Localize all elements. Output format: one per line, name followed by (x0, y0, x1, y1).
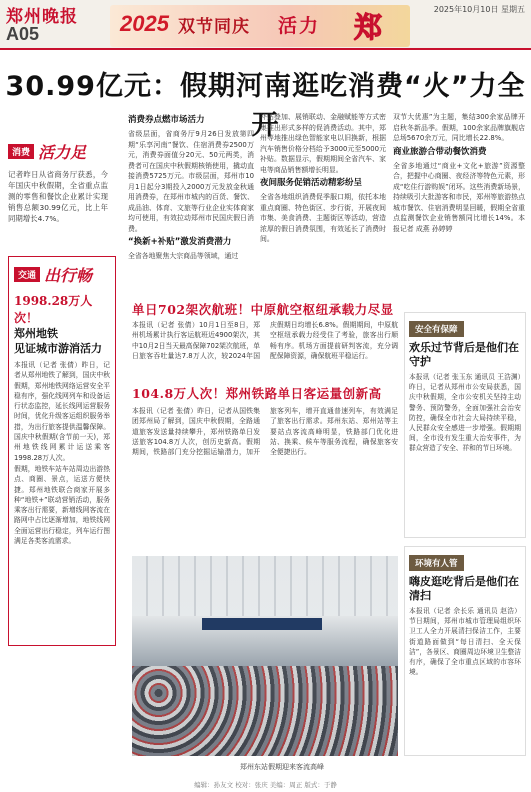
column-3-paragraph-1: 双节大优惠”为主题，集结300余家品牌开启秋冬新品季。假期，100余家品牌旗舰店总场5670余万元，同比增长22.8%。 (393, 113, 525, 142)
traffic-section-label (14, 263, 110, 286)
photo-crowd (132, 666, 398, 756)
column-3-heading: 商业旅游合带动餐饮消费 (393, 146, 487, 157)
article-column-3 (393, 112, 525, 292)
rail-body: 本报讯（记者 张倩）昨日，记者从国铁集团郑州局了解到，国庆中秋假期，全路通道旅客发送量持续攀升，郑州铁路单日发送旅客104.8万人次，创历史新高。假期期间，铁路部门充分挖掘运输潜力，加开旅客列车，增开直通普速列车，有效满足了旅客出行需求。郑州东站、郑州站等主要站点客流高峰明显，铁路部门优化进站、换乘、候车等服务流程，确保旅客安全便捷出行。 (132, 407, 398, 457)
page-headline: 30.99亿元：假期河南逛吃消费“火”力全开 (5, 71, 526, 141)
column-2-paragraph-2: 全省各地组织消费促季服口期，依托本地重点商圈、特色街区、步行街，开展夜间市集、美食消费、主题街区等活动，营造浓厚的假日消费氛围，有效延长了消费时间。 (260, 193, 386, 243)
banner-slogan: 双节同庆 (178, 17, 250, 37)
holiday-banner (110, 5, 410, 47)
column-1-paragraph-1: 省级层面，省商务厅9月26日发放第四期“乐享河南”餐饮、住宿消费券2500万元，消费券面值分20元、50元两类，消费者可在国庆中秋假期核销使用，撬动直接消费5725万元。市级层面，郑州市10月1日起分3期投入2000万元发放金秋通用消费券，在郑州市城内的百货、餐饮、成品油、体育、文旅等行业企业实体商家均可使用，有效拉动郑州市民国庆假日消费。 (128, 130, 254, 233)
consumption-tag: 消费 (8, 144, 34, 159)
consumption-lead: 记者昨日从省商务厅获悉，今年国庆中秋假期，全省重点监测的零售和餐饮企业累计实现销售总额30.99亿元，比上年同期增长4.7%。 (8, 170, 108, 223)
photo-ceiling (132, 556, 398, 616)
safety-body: 本报讯（记者 张玉东 通讯员 王浩渊）昨日，记者从郑州市公安局获悉，国庆中秋假期，全市公安机关坚持主动警务、预防警务，全面加强社会治安防控，确保全市社会大局持续平稳，人民群众安全感进一步增强。假期期间，全市没有发生重大治安事件，为群众营造了安全、祥和的节日环境。 (409, 373, 521, 453)
masthead (0, 0, 531, 50)
photo-sign (202, 618, 322, 630)
column-1-heading-1: 消费券点燃市场活力 (128, 115, 205, 125)
banner-slogan-2: 活力 (278, 15, 321, 37)
traffic-subtitle-2: 见证城市游消活力 (14, 342, 102, 355)
page-code: A05 (6, 24, 40, 44)
column-1-heading-2: “换新+补贴”激发消费潜力 (128, 237, 232, 247)
column-1-paragraph-2: 全省各地聚焦大宗商品等领域，通过 (128, 252, 239, 260)
safety-headline: 欢乐过节背后是他们在守护 (409, 341, 519, 368)
airport-body: 本报讯（记者 张倩）10月1日至8日，郑州机场累计执行客运航班近4900架次，其中10月2日当天最高保障702架次航班，单日旅客吞吐量达7.8万人次，较2024年国庆假期日均增长6.8%。假期期间，中原航空枢纽承载力经受住了考验，旅客出行顺畅有序。机场方面提前研判客流，充分调配保障资源，确保航班平稳运行。 (132, 321, 398, 360)
environment-body: 本报讯（记者 佘长乐 通讯员 赵浩）节日期间，郑州市城市管理局组织环卫工人全力开展清扫保洁工作，主要街道路面做到“每日清扫、全天保洁”，各景区、商圈周边环境卫生整洁有序，确保了全市重点区域的市容环境。 (409, 607, 521, 677)
station-photo (132, 556, 398, 756)
safety-box (404, 312, 526, 538)
traffic-subtitle-1: 郑州地铁 (14, 327, 58, 340)
traffic-paragraph-2: 假期，地铁车站车站周边出游热点、商圈、景点，运送方便快捷。郑州地铁联合商家开展多种“地铁+”联动营销活动，服务乘客出行需要，新增线网客流在路网中占比逐渐增加，地铁线网全面运营出行稳定，列车运行图满足各类客流需求。 (14, 464, 110, 546)
environment-box (404, 546, 526, 756)
column-2-heading: 夜间服务促销活动精彩纷呈 (260, 178, 363, 188)
page-footer: 编辑：孙友文 校对：张庆 美编：周正 版式：于静 (194, 781, 337, 789)
traffic-kicker: 1998.28万人次！ (14, 294, 93, 325)
article-column-2 (260, 112, 386, 272)
column-3-paragraph-2: 全省多地通过“商业+文化+旅游”资源整合，把握中心商圈、夜经济等特色元素，形成“吃住行游购娱”闭环。这些消费新场景，持续吸引大批游客和市民，郑州等旅游热点城市餐饮、住宿消费明显回暖，假期全省重点监测餐饮企业销售额同比增长14%。本报记者 成燕 孙婷婷 (393, 161, 525, 233)
environment-label: 环境有人管 (409, 555, 464, 571)
traffic-paragraph-1: 本报讯（记者 张倩）昨日，记者从郑州地铁了解到，国庆中秋假期，郑州地铁网络运营安全平稳有序，强化线网列车和设备运行状态监控，延长线网运营服务时间，优化升级客运组织服务举措，为出行旅客提供温馨保障。国庆中秋假期(含节前一天)，郑州地铁线网累计运送乘客1998.28万人次。 (14, 361, 110, 462)
consumption-title: 活力足 (38, 143, 87, 162)
airport-headline: 单日702架次航班！中原航空枢纽承载力尽显 (132, 302, 394, 317)
safety-label: 安全有保障 (409, 321, 464, 337)
traffic-tag: 交通 (14, 267, 40, 282)
article-column-1 (128, 112, 254, 272)
consumption-section-label (8, 140, 108, 163)
rail-headline: 104.8万人次！郑州铁路单日客运量创新高 (132, 386, 382, 401)
dateline: 2025年10月10日 星期五 (433, 5, 525, 14)
environment-headline: 嗨皮逛吃背后是他们在清扫 (409, 575, 519, 602)
banner-year: 2025 (120, 11, 169, 36)
consumption-intro (8, 140, 108, 224)
traffic-box (8, 256, 116, 646)
photo-caption: 郑州东站假期迎来客流高峰 (240, 763, 324, 771)
traffic-title: 出行畅 (44, 266, 93, 285)
column-2-paragraph-1: 补贴叠加、展销联动、金融赋能等方式密集推出形式多样的促消费活动。其中，郑州等地推出绿色智能家电以旧换新，根据汽车销售价格分档给予3000元至5000元补贴。数据显示，假期期间全省汽车、家电等商品销售额增长明显。 (260, 113, 386, 174)
paper-name: 郑州晚报 (6, 7, 78, 27)
banner-brand-character: 郑 (354, 11, 383, 44)
